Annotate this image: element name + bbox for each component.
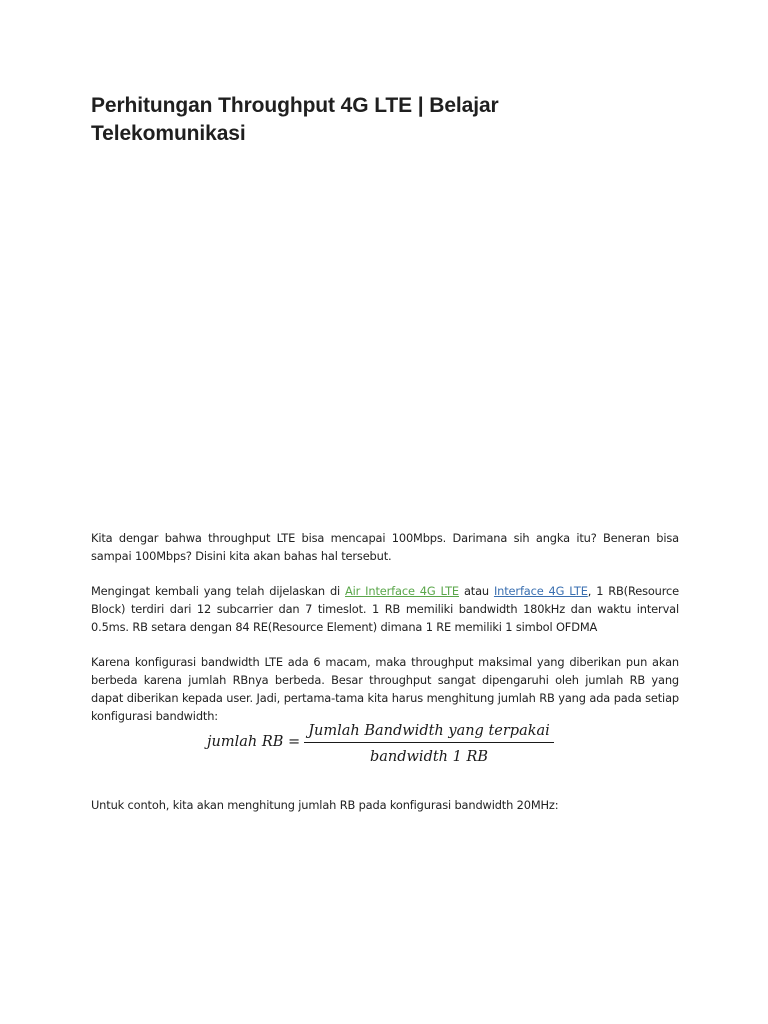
paragraph-intro: Kita dengar bahwa throughput LTE bisa mencapai 100Mbps. Darimana sih angka itu? Beneran bisa sampai 100Mbps? Disini kita akan bahas hal tersebut. bbox=[91, 531, 679, 563]
rb-formula bbox=[207, 720, 567, 768]
paragraph-text-mid: atau bbox=[458, 584, 494, 598]
page-title: Perhitungan Throughput 4G LTE | Belajar Telekomunikasi bbox=[91, 94, 499, 145]
formula-fraction bbox=[304, 720, 554, 768]
paragraph-text-rest: , 1 RB(Resource Block) terdiri dari 12 subcarrier dan 7 timeslot. 1 RB memiliki bandwidth 180kHz dan waktu interval 0.5ms. RB setara dengan 84 RE(Resource Element) dimana 1 RE memiliki 1 simbol OFDMA bbox=[91, 584, 680, 634]
paragraph-resource-block bbox=[91, 582, 679, 636]
air-interface-link[interactable]: Air Interface 4G LTE bbox=[345, 584, 459, 598]
interface-4g-lte-link[interactable]: Interface 4G LTE bbox=[493, 584, 588, 598]
formula-numerator: Jumlah Bandwidth yang terpakai bbox=[308, 723, 550, 739]
fraction-bar bbox=[304, 742, 554, 743]
formula-denominator: bandwidth 1 RB bbox=[369, 749, 489, 765]
paragraph-text-lead: Mengingat kembali yang telah dijelaskan di bbox=[91, 584, 346, 598]
paragraph-bandwidth-config: Karena konfigurasi bandwidth LTE ada 6 macam, maka throughput maksimal yang diberikan pun akan berbeda karena jumlah RBnya berbeda. Besar throughput sangat dipengaruhi oleh jumlah RB yang dapat diberikan kepada user. Jadi, pertama-tama kita harus menghitung jumlah RB yang ada pada setiap konfigurasi bandwidth: bbox=[91, 655, 679, 723]
paragraph-example: Untuk contoh, kita akan menghitung jumlah RB pada konfigurasi bandwidth 20MHz: bbox=[91, 798, 559, 812]
formula-lhs: jumlah RB = bbox=[207, 734, 301, 750]
